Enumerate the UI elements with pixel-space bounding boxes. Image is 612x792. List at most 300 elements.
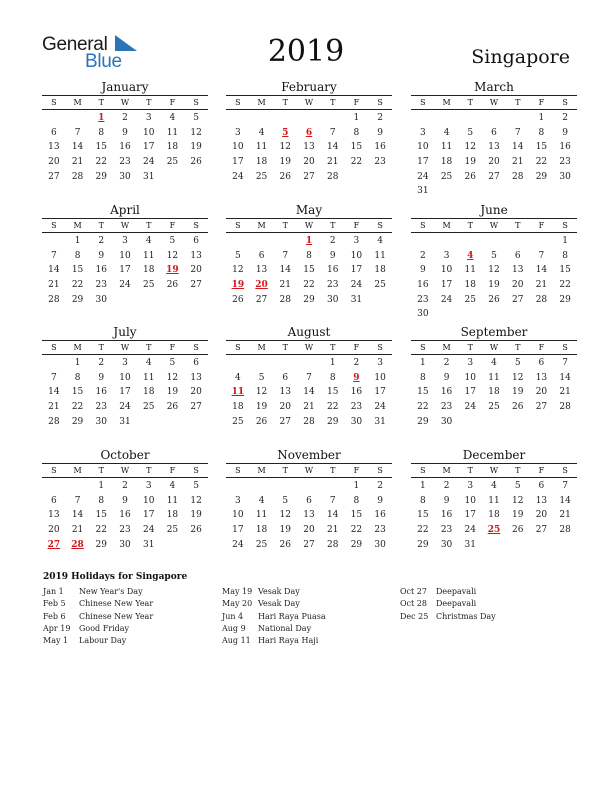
day-cell: 30 (95, 294, 107, 305)
day-cell: 5 (282, 495, 289, 506)
holiday-date: Oct 27 (400, 587, 427, 596)
day-cell: 19 (279, 525, 291, 536)
holiday-name: Christmas Day (436, 611, 496, 621)
weekday-label: M (442, 343, 451, 352)
day-cell: 12 (511, 372, 524, 383)
holiday-row (222, 586, 326, 598)
day-cell: 16 (374, 510, 386, 521)
day-cell: 16 (374, 142, 386, 153)
day-cell: 25 (142, 402, 155, 413)
day-cell: 26 (279, 171, 291, 182)
day-cell: 22 (95, 157, 107, 168)
empty-day-cell (435, 111, 459, 126)
day-cell: 2 (377, 113, 383, 123)
day-cell: 13 (190, 250, 202, 261)
day-cell: 19 (279, 157, 291, 168)
weekday-label: F (353, 343, 360, 352)
weekday-header (42, 340, 208, 355)
day-cell: 1 (74, 358, 81, 368)
month-march (411, 80, 577, 199)
day-cell: 17 (142, 510, 155, 521)
weekday-label: T (146, 466, 152, 475)
day-cell: 7 (538, 250, 545, 261)
day-cell: 15 (95, 510, 107, 521)
weekday-label: T (515, 466, 521, 475)
weekday-label: S (420, 221, 426, 230)
day-cell: 21 (326, 525, 339, 536)
day-cell: 27 (535, 402, 548, 413)
day-cell: 6 (50, 495, 57, 506)
day-cell: 20 (303, 525, 315, 536)
day-cell: 9 (377, 127, 383, 138)
holiday-row (400, 598, 496, 610)
weekday-label: M (257, 98, 266, 107)
day-cell: 10 (232, 510, 244, 521)
holiday-row (222, 635, 326, 647)
day-grid (42, 356, 208, 429)
day-cell: 13 (535, 495, 548, 506)
day-cell: 11 (142, 250, 155, 261)
day-cell: 12 (464, 142, 476, 153)
day-cell: 13 (535, 372, 548, 383)
weekday-label: W (304, 98, 314, 107)
weekday-label: S (235, 466, 241, 475)
day-cell: 4 (258, 495, 265, 506)
day-cell: 17 (119, 387, 131, 398)
weekday-label: S (420, 98, 426, 107)
day-cell: 13 (303, 142, 315, 153)
day-cell: 13 (190, 372, 202, 383)
month-january (42, 80, 208, 184)
day-cell: 27 (190, 402, 202, 413)
weekday-label: S (420, 466, 426, 475)
day-cell: 29 (71, 294, 84, 305)
holiday-date: Aug 9 (222, 623, 246, 633)
holiday-day-cell: 1 (98, 113, 105, 123)
holiday-date: Apr 19 (43, 623, 71, 633)
day-cell: 8 (419, 495, 426, 506)
day-cell: 19 (190, 510, 202, 521)
weekday-label: W (489, 466, 499, 475)
weekday-label: F (169, 466, 176, 475)
day-cell: 9 (419, 265, 426, 276)
day-cell: 18 (166, 510, 179, 521)
month-name: July (113, 325, 137, 339)
empty-day-cell (506, 234, 530, 249)
day-cell: 14 (71, 510, 84, 521)
empty-day-cell (297, 479, 321, 494)
day-cell: 12 (166, 250, 179, 261)
day-cell: 6 (258, 250, 265, 261)
empty-day-cell (297, 356, 321, 371)
holiday-list (43, 572, 583, 646)
day-cell: 11 (166, 127, 179, 138)
weekday-label: M (257, 343, 266, 352)
weekday-header (226, 463, 392, 478)
day-cell: 4 (169, 113, 176, 123)
day-cell: 5 (514, 358, 521, 368)
day-cell: 7 (74, 495, 81, 506)
weekday-label: T (282, 98, 288, 107)
day-grid (411, 356, 577, 429)
day-cell: 4 (145, 358, 152, 368)
empty-day-cell (506, 111, 530, 126)
day-cell: 18 (166, 142, 179, 153)
weekday-label: T (515, 343, 521, 352)
weekday-label: W (304, 221, 314, 230)
weekday-header (411, 463, 577, 478)
day-cell: 20 (190, 265, 202, 276)
day-cell: 9 (443, 495, 450, 506)
empty-day-cell (226, 356, 250, 371)
day-cell: 4 (234, 372, 241, 383)
month-name: June (480, 203, 508, 217)
day-cell: 25 (440, 171, 453, 182)
day-cell: 28 (48, 294, 60, 305)
day-cell: 16 (350, 387, 363, 398)
month-september (411, 325, 577, 429)
empty-day-cell (226, 111, 250, 126)
day-cell: 25 (166, 157, 179, 168)
day-cell: 16 (440, 387, 453, 398)
day-cell: 15 (95, 142, 107, 153)
day-cell: 1 (353, 113, 360, 123)
weekday-label: W (304, 343, 314, 352)
day-cell: 17 (142, 142, 155, 153)
day-cell: 28 (559, 402, 571, 413)
holiday-row (222, 623, 326, 635)
day-cell: 25 (374, 280, 386, 291)
day-cell: 20 (48, 157, 60, 168)
day-cell: 12 (255, 387, 268, 398)
day-cell: 9 (98, 372, 105, 383)
day-cell: 26 (166, 280, 179, 291)
holiday-day-cell: 19 (166, 265, 179, 276)
day-cell: 15 (303, 265, 315, 276)
holiday-row (43, 623, 153, 635)
month-april (42, 203, 208, 307)
weekday-label: M (442, 466, 451, 475)
day-cell: 24 (119, 402, 131, 413)
day-cell: 27 (511, 294, 524, 305)
day-cell: 12 (190, 127, 202, 138)
day-cell: 31 (350, 294, 363, 305)
day-cell: 3 (234, 127, 241, 138)
weekday-label: S (377, 466, 383, 475)
day-cell: 27 (190, 280, 202, 291)
day-cell: 5 (234, 250, 241, 261)
day-cell: 1 (329, 358, 336, 368)
day-cell: 12 (190, 495, 202, 506)
weekday-label: F (538, 98, 545, 107)
holiday-column (222, 586, 326, 647)
day-cell: 27 (488, 171, 500, 182)
day-cell: 30 (326, 294, 339, 305)
day-cell: 13 (279, 387, 291, 398)
day-cell: 25 (142, 280, 155, 291)
day-cell: 29 (71, 416, 84, 427)
weekday-label: T (146, 343, 152, 352)
day-cell: 14 (559, 495, 571, 506)
day-cell: 2 (98, 358, 105, 368)
weekday-label: S (562, 466, 568, 475)
day-cell: 7 (50, 250, 57, 261)
day-cell: 9 (562, 127, 568, 138)
holiday-row (400, 611, 496, 623)
holiday-date: Feb 6 (43, 611, 66, 621)
weekday-label: T (515, 221, 521, 230)
day-cell: 8 (562, 250, 568, 261)
day-cell: 30 (119, 539, 131, 550)
day-cell: 7 (329, 495, 336, 506)
day-cell: 21 (559, 387, 571, 398)
empty-day-cell (42, 356, 66, 371)
holiday-name: Chinese New Year (79, 599, 154, 609)
day-cell: 11 (255, 510, 268, 521)
month-december (411, 448, 577, 552)
day-cell: 5 (467, 127, 474, 138)
empty-day-cell (273, 356, 297, 371)
day-cell: 24 (464, 525, 476, 536)
weekday-label: T (282, 466, 288, 475)
day-cell: 8 (353, 127, 360, 138)
day-cell: 24 (119, 280, 131, 291)
day-cell: 28 (535, 294, 548, 305)
day-cell: 15 (417, 387, 429, 398)
day-cell: 11 (488, 372, 500, 383)
day-cell: 19 (511, 510, 524, 521)
weekday-label: S (193, 343, 199, 352)
month-name: February (281, 80, 337, 94)
day-cell: 29 (535, 171, 548, 182)
day-cell: 6 (538, 358, 545, 368)
day-cell: 23 (95, 280, 107, 291)
day-cell: 18 (142, 265, 155, 276)
day-cell: 23 (374, 525, 386, 536)
day-cell: 26 (190, 525, 202, 536)
weekday-header (226, 95, 392, 110)
day-cell: 19 (255, 402, 268, 413)
weekday-label: M (257, 466, 266, 475)
month-name: January (101, 80, 149, 94)
day-cell: 16 (326, 265, 339, 276)
holiday-row (43, 598, 153, 610)
day-cell: 4 (491, 358, 497, 368)
day-cell: 26 (190, 157, 202, 168)
day-cell: 23 (440, 402, 453, 413)
day-cell: 5 (258, 372, 265, 383)
day-cell: 1 (74, 236, 81, 246)
day-cell: 17 (440, 280, 453, 291)
weekday-label: M (257, 221, 266, 230)
day-cell: 12 (511, 495, 524, 506)
day-grid (411, 479, 577, 552)
day-cell: 3 (122, 236, 128, 246)
weekday-label: W (120, 221, 130, 230)
day-cell: 18 (255, 157, 268, 168)
weekday-label: T (515, 98, 521, 107)
day-cell: 17 (350, 265, 363, 276)
day-cell: 5 (193, 113, 199, 123)
day-cell: 31 (119, 416, 131, 427)
holiday-date: Jun 4 (222, 611, 244, 621)
day-cell: 14 (559, 372, 571, 383)
day-cell: 15 (71, 387, 84, 398)
weekday-label: S (377, 343, 383, 352)
month-name: August (287, 325, 331, 339)
day-cell: 15 (71, 265, 84, 276)
day-cell: 13 (511, 265, 524, 276)
day-cell: 4 (377, 236, 383, 246)
day-cell: 25 (255, 539, 268, 550)
empty-day-cell (530, 234, 554, 249)
weekday-label: S (51, 466, 57, 475)
month-february (226, 80, 392, 184)
day-cell: 22 (303, 280, 315, 291)
day-cell: 19 (511, 387, 524, 398)
day-cell: 14 (326, 510, 339, 521)
day-cell: 26 (464, 171, 476, 182)
day-cell: 13 (488, 142, 500, 153)
day-cell: 31 (142, 171, 155, 182)
day-cell: 29 (350, 539, 363, 550)
day-cell: 22 (417, 402, 429, 413)
day-cell: 27 (279, 416, 291, 427)
empty-day-cell (250, 479, 274, 494)
day-cell: 24 (350, 280, 363, 291)
empty-day-cell (273, 111, 297, 126)
day-cell: 1 (98, 481, 105, 491)
day-cell: 7 (74, 127, 81, 138)
day-cell: 2 (122, 113, 128, 123)
day-cell: 2 (443, 358, 450, 368)
day-cell: 18 (374, 265, 386, 276)
day-cell: 6 (282, 372, 289, 383)
holiday-name: Vesak Day (258, 587, 300, 596)
day-cell: 21 (279, 280, 291, 291)
weekday-label: F (538, 343, 545, 352)
weekday-label: W (120, 98, 130, 107)
day-cell: 9 (122, 495, 128, 506)
day-cell: 30 (417, 309, 429, 320)
day-cell: 28 (326, 171, 339, 182)
day-cell: 8 (419, 372, 426, 383)
day-cell: 6 (491, 127, 497, 138)
holiday-day-cell: 4 (467, 250, 474, 261)
day-cell: 3 (145, 481, 152, 491)
empty-day-cell (411, 234, 435, 249)
day-cell: 18 (232, 402, 244, 413)
day-cell: 15 (559, 265, 571, 276)
page-title-year: 2019 (267, 34, 345, 69)
day-cell: 30 (440, 416, 453, 427)
day-cell: 22 (326, 402, 339, 413)
day-cell: 8 (74, 372, 81, 383)
month-name: April (110, 203, 140, 217)
day-cell: 30 (119, 171, 131, 182)
holiday-row (43, 611, 153, 623)
day-cell: 30 (440, 539, 453, 550)
day-cell: 16 (95, 387, 107, 398)
day-cell: 8 (329, 372, 336, 383)
empty-day-cell (226, 479, 250, 494)
day-cell: 23 (374, 157, 386, 168)
day-cell: 7 (306, 372, 312, 383)
day-cell: 10 (440, 265, 453, 276)
day-grid (411, 234, 577, 322)
day-cell: 31 (374, 416, 386, 427)
day-cell: 19 (488, 280, 500, 291)
day-cell: 8 (306, 250, 312, 261)
day-cell: 5 (514, 481, 521, 491)
holiday-name: Deepavali (436, 587, 477, 596)
holiday-row (43, 586, 153, 598)
weekday-label: T (467, 221, 473, 230)
empty-day-cell (273, 234, 297, 249)
day-cell: 26 (488, 294, 500, 305)
day-cell: 11 (488, 495, 500, 506)
weekday-label: T (330, 466, 336, 475)
day-cell: 20 (488, 157, 500, 168)
weekday-label: T (330, 221, 336, 230)
day-cell: 28 (303, 416, 315, 427)
day-cell: 21 (48, 402, 60, 413)
day-cell: 12 (279, 510, 291, 521)
holiday-day-cell: 19 (231, 280, 245, 291)
weekday-label: W (489, 98, 499, 107)
holiday-name: Hari Raya Puasa (258, 611, 326, 621)
holiday-name: Good Friday (79, 623, 130, 633)
weekday-label: S (51, 98, 57, 107)
day-cell: 10 (350, 250, 363, 261)
day-cell: 20 (535, 387, 548, 398)
day-cell: 2 (122, 481, 128, 491)
day-cell: 24 (232, 539, 244, 550)
day-cell: 14 (326, 142, 339, 153)
day-cell: 10 (119, 372, 131, 383)
day-cell: 13 (48, 142, 60, 153)
day-cell: 7 (562, 358, 568, 368)
day-cell: 8 (74, 250, 81, 261)
day-cell: 21 (511, 157, 524, 168)
day-cell: 17 (464, 510, 476, 521)
day-cell: 23 (417, 294, 429, 305)
month-october (42, 448, 208, 552)
empty-day-cell (435, 234, 459, 249)
weekday-label: F (169, 98, 176, 107)
day-cell: 1 (562, 236, 568, 246)
holiday-day-cell: 28 (71, 539, 84, 550)
day-cell: 14 (511, 142, 524, 153)
day-cell: 1 (419, 481, 426, 491)
day-cell: 25 (232, 416, 244, 427)
day-cell: 26 (511, 525, 524, 536)
day-cell: 11 (440, 142, 453, 153)
day-cell: 31 (417, 186, 429, 197)
day-grid (226, 356, 392, 429)
day-cell: 11 (166, 495, 179, 506)
day-cell: 21 (303, 402, 315, 413)
day-cell: 23 (95, 402, 107, 413)
holiday-date: May 20 (222, 599, 253, 609)
holiday-date: Jan 1 (43, 587, 64, 596)
day-cell: 26 (232, 294, 244, 305)
day-cell: 26 (166, 402, 179, 413)
day-cell: 1 (353, 481, 360, 491)
day-cell: 10 (374, 372, 386, 383)
day-cell: 4 (169, 481, 176, 491)
day-cell: 29 (559, 294, 571, 305)
